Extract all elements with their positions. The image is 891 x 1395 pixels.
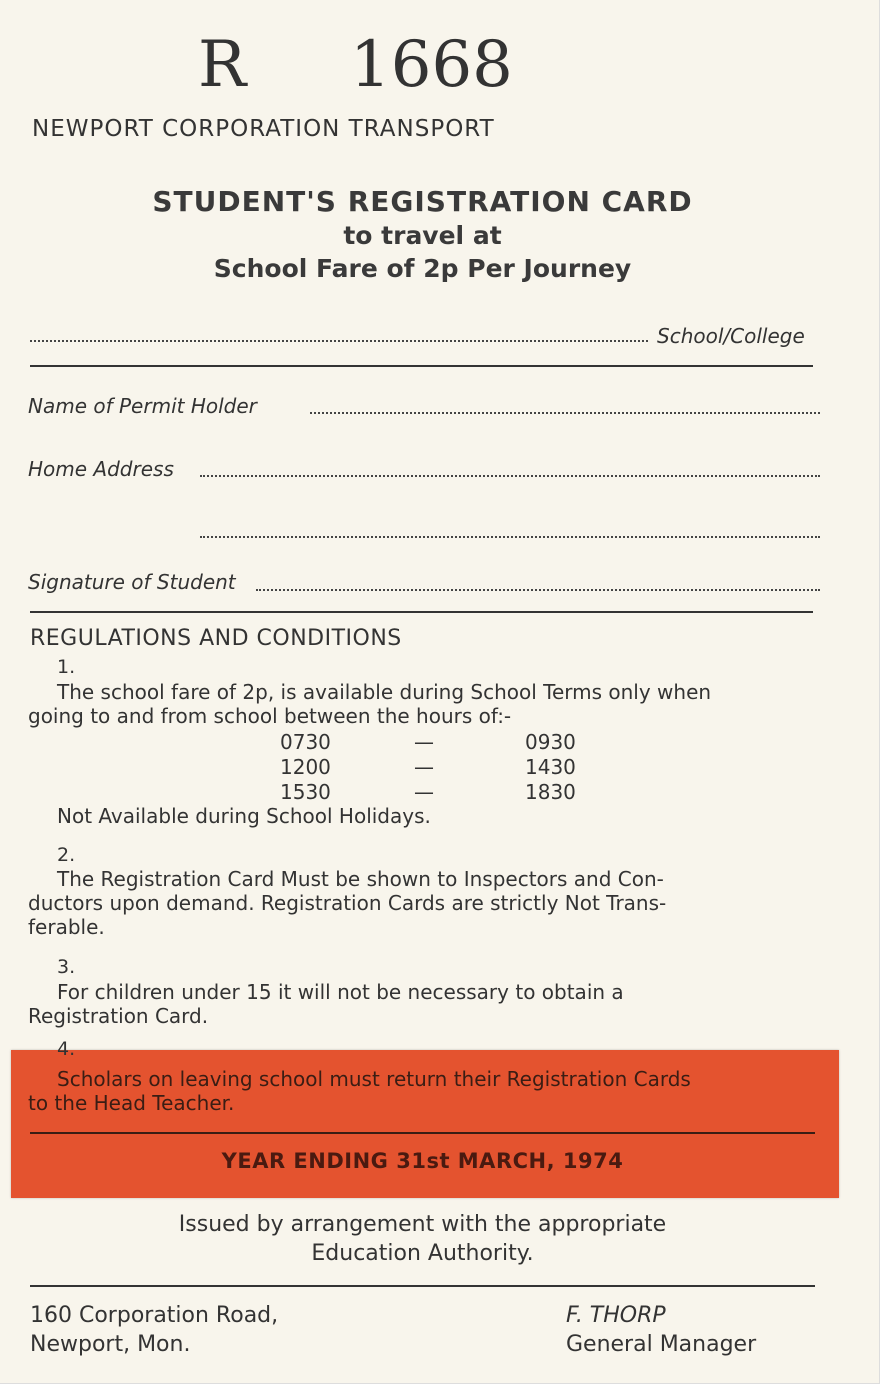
item-text: to the Head Teacher. xyxy=(28,1091,235,1115)
time-to: 1830 xyxy=(525,780,576,804)
name-label: Name of Permit Holder xyxy=(28,394,257,418)
item-number: 1. xyxy=(57,656,76,678)
regulations-heading: REGULATIONS AND CONDITIONS xyxy=(30,626,402,651)
time-to: 1430 xyxy=(525,755,576,779)
time-from: 1530 xyxy=(280,780,331,804)
divider xyxy=(30,611,813,613)
name-dotted-line xyxy=(310,412,820,414)
address-dotted-line-2 xyxy=(200,536,820,538)
address-dotted-line xyxy=(200,475,820,477)
item-text: The school fare of 2p, is available during School Terms only when xyxy=(57,680,712,704)
item-text: For children under 15 it will not be necessary to obtain a xyxy=(57,980,624,1004)
card-subtitle: to travel at xyxy=(343,221,502,250)
serial-prefix: R xyxy=(198,28,247,102)
item-text: Scholars on leaving school must return their Registration Cards xyxy=(57,1067,691,1091)
school-label: School/College xyxy=(657,324,805,348)
serial-number: 1668 xyxy=(350,28,513,102)
item-number: 2. xyxy=(57,844,76,866)
year-ending: YEAR ENDING 31st MARCH, 1974 xyxy=(221,1149,624,1173)
holiday-note: Not Available during School Holidays. xyxy=(57,804,431,828)
time-dash: — xyxy=(414,755,434,779)
address-line: 160 Corporation Road, xyxy=(30,1303,279,1328)
item-text: ferable. xyxy=(28,915,105,939)
item-number: 3. xyxy=(57,956,76,978)
school-dotted-line xyxy=(30,340,648,342)
time-dash: — xyxy=(414,730,434,754)
time-dash: — xyxy=(414,780,434,804)
manager-name: F. THORP xyxy=(566,1303,666,1328)
issued-line: Education Authority. xyxy=(311,1241,534,1266)
issued-line: Issued by arrangement with the appropriate xyxy=(178,1212,667,1237)
divider xyxy=(30,365,813,367)
item-text: The Registration Card Must be shown to Inspectors and Con- xyxy=(57,867,664,891)
time-from: 1200 xyxy=(280,755,331,779)
time-from: 0730 xyxy=(280,730,331,754)
card-title: STUDENT'S REGISTRATION CARD xyxy=(152,185,693,218)
signature-label: Signature of Student xyxy=(28,570,236,594)
fare-line: School Fare of 2p Per Journey xyxy=(213,254,632,283)
item-text: going to and from school between the hours of:- xyxy=(28,704,512,728)
signature-dotted-line xyxy=(256,589,820,591)
item-number: 4. xyxy=(57,1038,76,1060)
divider xyxy=(30,1285,815,1287)
address-line: Newport, Mon. xyxy=(30,1332,191,1357)
item-text: ductors upon demand. Registration Cards are strictly Not Trans- xyxy=(28,891,667,915)
manager-title: General Manager xyxy=(566,1332,757,1357)
organisation-name: NEWPORT CORPORATION TRANSPORT xyxy=(32,116,495,142)
address-label: Home Address xyxy=(28,457,174,481)
divider xyxy=(30,1132,815,1134)
item-text: Registration Card. xyxy=(28,1004,209,1028)
time-to: 0930 xyxy=(525,730,576,754)
